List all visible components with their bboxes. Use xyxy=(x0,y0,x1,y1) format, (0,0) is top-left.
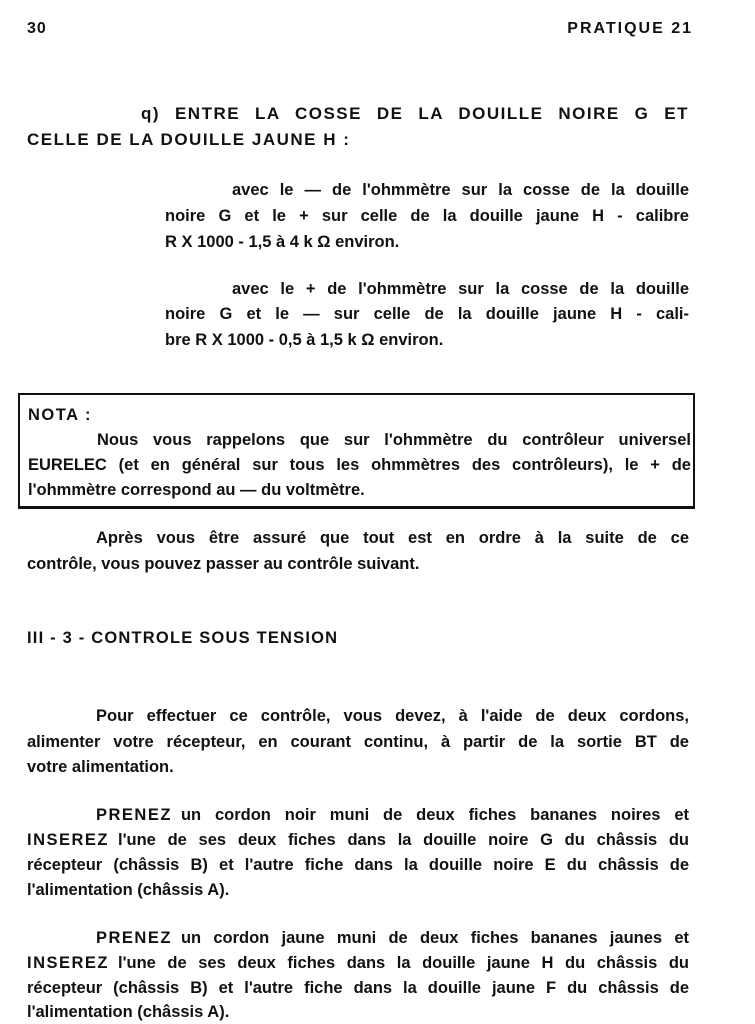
nota-line2: EURELEC (et en général sur tous les ohmmètres des contrôleurs), le + de xyxy=(28,456,691,474)
case2-line1: avec le + de l'ohmmètre sur la cosse de la douille xyxy=(232,280,689,298)
test-q-heading-line1: q) ENTRE LA COSSE DE LA DOUILLE NOIRE G ET xyxy=(141,104,689,123)
black-cord-line1-rest: un cordon noir muni de deux fiches bananes noires et xyxy=(180,806,689,824)
black-cord-line2-rest: l'une de ses deux fiches dans la douille noire G du châssis du xyxy=(118,831,689,849)
nota-line3: l'ohmmètre correspond au — du voltmètre. xyxy=(28,481,365,499)
nota-title: NOTA : xyxy=(28,406,92,424)
running-head: PRATIQUE 21 xyxy=(567,20,693,37)
black-cord-line4: l'alimentation (châssis A). xyxy=(27,881,230,899)
black-cord-line3: récepteur (châssis B) et l'autre fiche dans la douille noire E du châssis de xyxy=(27,856,689,874)
nota-line1: Nous vous rappelons que sur l'ohmmètre du contrôleur universel xyxy=(97,431,691,449)
yellow-cord-line4: l'alimentation (châssis A). xyxy=(27,1003,230,1021)
yellow-cord-line1 xyxy=(96,928,689,948)
yellow-cord-verb1: PRENEZ xyxy=(96,929,172,947)
black-cord-line1 xyxy=(96,805,689,825)
yellow-cord-line2 xyxy=(27,953,689,973)
test-q-heading-line2: CELLE DE LA DOUILLE JAUNE H : xyxy=(27,130,351,149)
intro-line1: Pour effectuer ce contrôle, vous devez, à l'aide de deux cordons, xyxy=(96,707,689,725)
section-title: III - 3 - CONTROLE SOUS TENSION xyxy=(27,629,339,647)
black-cord-line2 xyxy=(27,830,689,850)
nota-box xyxy=(18,393,695,509)
after-check-line2: contrôle, vous pouvez passer au contrôle suivant. xyxy=(27,555,420,573)
case2-line3: bre R X 1000 - 0,5 à 1,5 k Ω environ. xyxy=(165,331,444,349)
yellow-cord-verb2: INSEREZ xyxy=(27,954,110,972)
case1-line3: R X 1000 - 1,5 à 4 k Ω environ. xyxy=(165,233,400,251)
case1-line1: avec le — de l'ohmmètre sur la cosse de la douille xyxy=(232,181,689,199)
page-number: 30 xyxy=(27,20,47,37)
black-cord-verb1: PRENEZ xyxy=(96,806,172,824)
intro-line3: votre alimentation. xyxy=(27,758,174,776)
black-cord-verb2: INSEREZ xyxy=(27,831,110,849)
case2-line2: noire G et le — sur celle de la douille jaune H - cali- xyxy=(165,305,689,323)
yellow-cord-line1-rest: un cordon jaune muni de deux fiches bananes jaunes et xyxy=(180,929,689,947)
case1-line2: noire G et le + sur celle de la douille jaune H - calibre xyxy=(165,207,689,225)
yellow-cord-line3: récepteur (châssis B) et l'autre fiche dans la douille jaune F du châssis de xyxy=(27,979,689,997)
intro-line2: alimenter votre récepteur, en courant continu, à partir de la sortie BT de xyxy=(27,733,689,751)
after-check-line1: Après vous être assuré que tout est en ordre à la suite de ce xyxy=(96,529,689,547)
yellow-cord-line2-rest: l'une de ses deux fiches dans la douille jaune H du châssis du xyxy=(118,954,689,972)
